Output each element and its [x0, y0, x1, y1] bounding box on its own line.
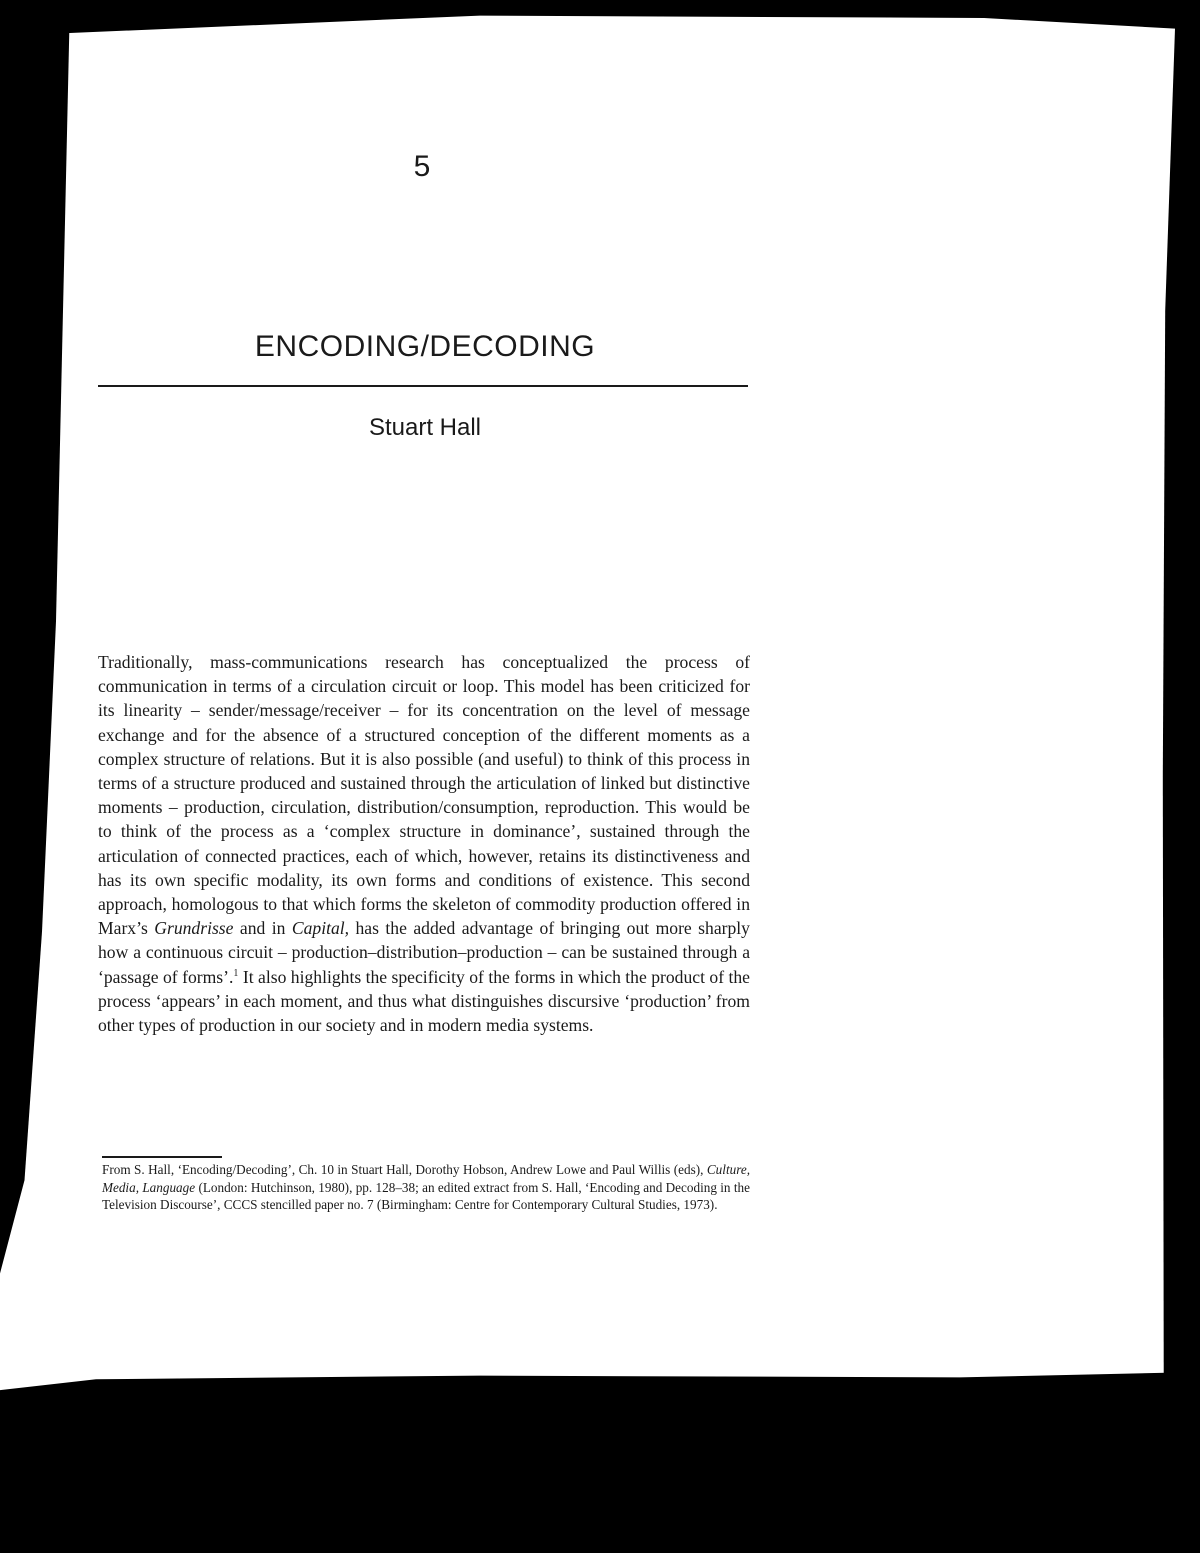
body-text-part: Traditionally, mass-communications research has conceptualized the process of communication in terms of a circulation circuit or loop. This model has been criticized for its linearity – sender/message/receiver – for its concentration on the level of message exchange and for the absence of a structured conception of the different moments as a complex structure of relations. But it is also possible (and useful) to think of this process in terms of a structure produced and sustained through the articulation of linked but distinctive moments – production, circulation, distribution/consumption, reproduction. This would be to think of the process as a ‘complex structure in dominance’, sustained through the articulation of connected practices, each of which, however, retains its distinctiveness and has its own specific modality, its own forms and conditions of existence. This second approach, homologous to that which forms the skeleton of commodity production offered in Marx’s — [98, 652, 750, 939]
body-paragraph — [98, 650, 750, 1037]
body-text-part: and in — [233, 918, 292, 939]
scan-shadow-right — [1140, 0, 1200, 1553]
scan-shadow-left — [0, 0, 70, 1553]
footnote-rule — [102, 1156, 222, 1158]
title-rule — [98, 385, 748, 387]
scan-shadow-bottom — [0, 1372, 1200, 1553]
chapter-number: 5 — [413, 150, 431, 183]
footnote-text-part: From S. Hall, ‘Encoding/Decoding’, Ch. 10 in Stuart Hall, Dorothy Hobson, Andrew Lowe and Paul Willis (eds), — [102, 1162, 707, 1177]
footnote-marker: 1 — [233, 967, 239, 979]
footnote-text-part: (London: Hutchinson, 1980), pp. 128–38; an edited extract from S. Hall, ‘Encoding and Decoding in the Television Discourse’, CCCS stencilled paper no. 7 (Birmingham: Centre for Contemporary Cultural Studies, 1973). — [102, 1179, 750, 1212]
footnote-book-title: Culture, Media, Language — [102, 1162, 750, 1195]
chapter-title: ENCODING/DECODING — [254, 330, 596, 363]
scan-shadow-top — [0, 0, 1200, 60]
book-title-capital: Capital, — [291, 918, 350, 939]
body-text-part: It also highlights the specificity of the forms in which the product of the process ‘appears’ in each moment, and thus what distinguishes discursive ‘production’ from other types of production in our society and in modern media systems. — [98, 966, 750, 1036]
author-name: Stuart Hall — [368, 414, 482, 441]
book-title-grundrisse: Grundrisse — [154, 918, 234, 939]
body-text-part: has the added advantage of bringing out more sharply how a continuous circuit – production–distribution–production – can be sustained through a ‘passage of forms’. — [98, 918, 750, 987]
footnote — [102, 1161, 750, 1214]
